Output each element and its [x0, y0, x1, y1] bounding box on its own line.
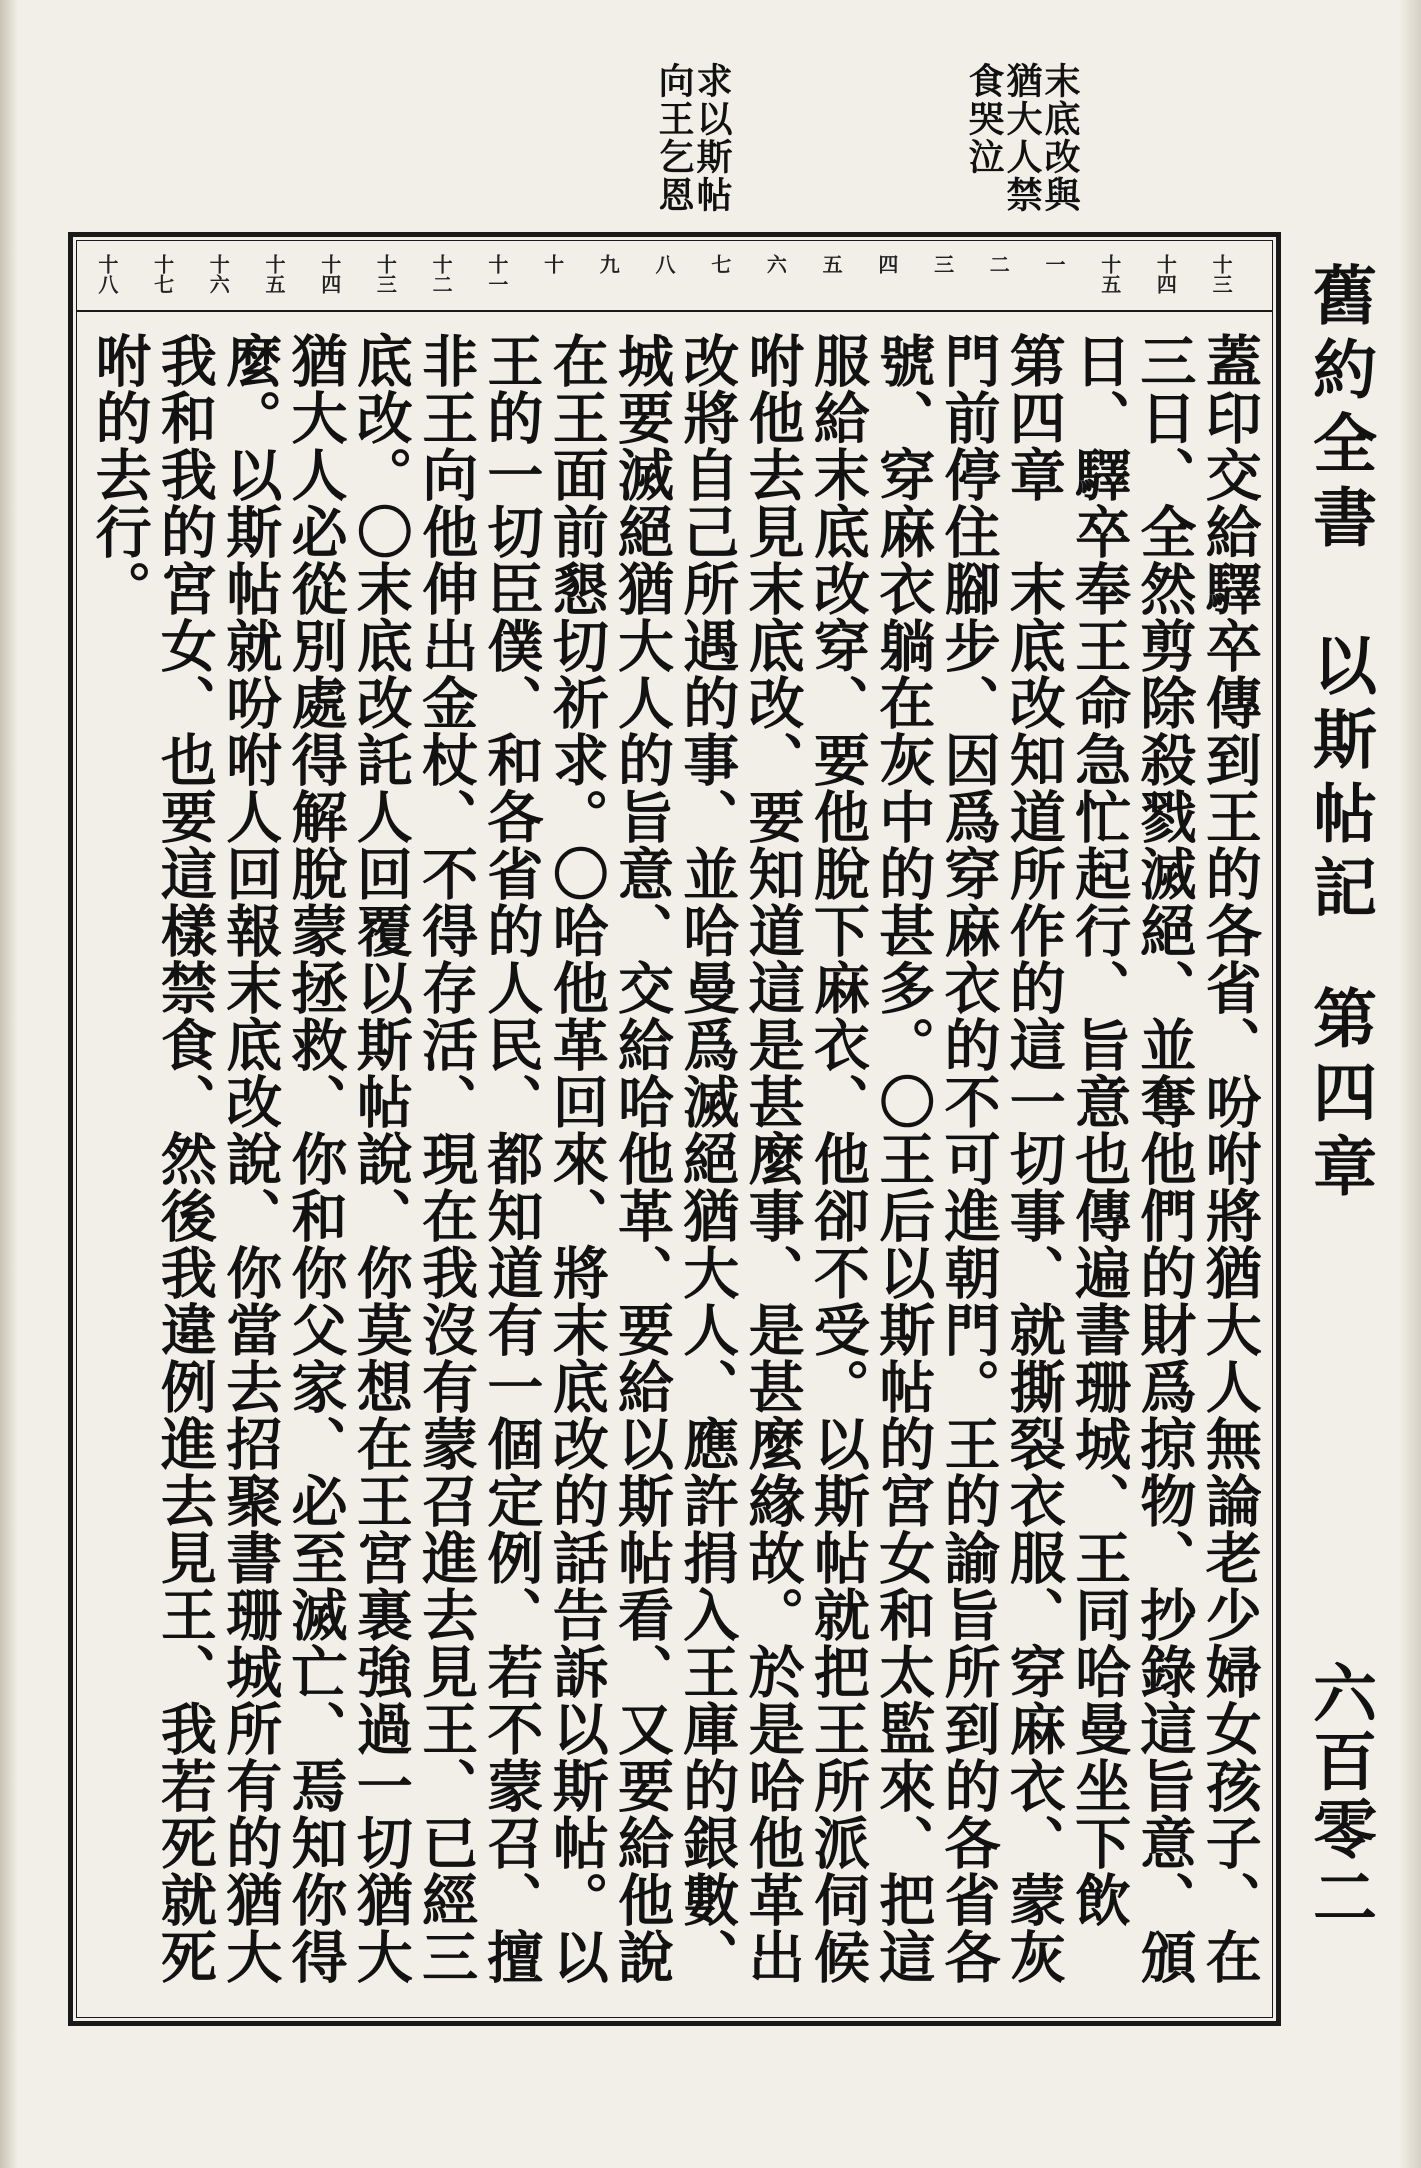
- top-note-1: 末底改與猶大人禁食哭泣: [963, 62, 1081, 214]
- verse-number: 一: [1042, 254, 1066, 274]
- text-column: 日、驛卒奉王命急忙起行、旨意也傳遍書珊城、王同哈曼坐下飲: [1066, 332, 1133, 1928]
- text-column: 蓋印交給驛卒傳到王的各省、吩咐將猶大人無論老少婦女孩子、在: [1196, 332, 1263, 1985]
- running-header: [1303, 262, 1375, 928]
- verse-number: 十四: [1153, 254, 1178, 294]
- verse-number-strip: [76, 242, 1273, 312]
- verse-number: 十五: [1097, 254, 1122, 294]
- verse-number: 二: [986, 254, 1011, 274]
- text-column: 猶大人必從別處得解脫蒙拯救、你和你父家、必至滅亡、焉知你得: [282, 332, 349, 1985]
- book-title: 舊約全書: [1302, 262, 1377, 558]
- book-name: 以斯帖記: [1302, 632, 1377, 928]
- binding-edge: [0, 0, 18, 2168]
- verse-number: 十六: [206, 254, 231, 294]
- verse-number: 三: [930, 254, 955, 274]
- verse-number: 十: [540, 254, 565, 274]
- text-column: 城要滅絕猶大人的旨意、交給哈他革、要給以斯帖看、又要給他說: [609, 332, 675, 1985]
- verse-number: 八: [652, 254, 676, 274]
- verse-number: 十三: [373, 254, 398, 294]
- text-column: 咐的去行。: [86, 332, 153, 617]
- text-column: 改將自己所遇的事、並哈曼爲滅絕猶大人、應許捐入王庫的銀數、: [674, 332, 741, 1985]
- text-column: 三日、全然剪除殺戮滅絕、並奪他們的財爲掠物、抄錄這旨意、頒: [1131, 332, 1198, 1985]
- verse-number: 六: [763, 254, 788, 274]
- text-column: 麼。以斯帖就吩咐人回報末底改說、你當去招聚書珊城所有的猶大: [217, 332, 284, 1985]
- verse-number: 十三: [1209, 254, 1234, 294]
- verse-number: 十四: [317, 254, 342, 294]
- text-column: 非王向他伸出金杖、不得存活、現在我沒有蒙召進去見王、已經三: [413, 332, 480, 1985]
- text-column: 在王面前懇切祈求。〇哈他革回來、將末底改的話告訴以斯帖。以: [543, 332, 610, 1985]
- text-column: 我和我的宮女、也要這樣禁食、然後我違例進去見王、我若死就死: [151, 332, 218, 1985]
- page-number: 六百零二: [1302, 1660, 1377, 1932]
- verse-number: 十七: [150, 254, 175, 294]
- text-column: 服給末底改穿、要他脫下麻衣、他卻不受。以斯帖就把王所派伺候: [804, 332, 871, 1985]
- text-column: 底改。〇末底改託人回覆以斯帖說、你莫想在王宮裏強過一切猶大: [347, 332, 414, 1985]
- verse-number: 七: [707, 254, 732, 274]
- page-edge-shadow: [1399, 0, 1421, 2168]
- verse-number: 四: [874, 254, 899, 274]
- text-column: 王的一切臣僕、和各省的人民、都知道有一個定例、若不蒙召、擅: [478, 332, 545, 1985]
- verse-number: 十二: [429, 254, 454, 294]
- text-column: 咐他去見末底改、要知道這是甚麼事、是甚麼緣故。於是哈他革出: [739, 332, 806, 1985]
- text-column: 門前停住腳步、因爲穿麻衣的不可進朝門。王的諭旨所到的各省各: [935, 332, 1002, 1985]
- verse-number: 十一: [484, 254, 509, 294]
- text-column: 第四章 末底改知道所作的這一切事、就撕裂衣服、穿麻衣、蒙灰: [1000, 332, 1067, 1985]
- top-note-2: 求以斯帖向王乞恩: [653, 62, 733, 214]
- verse-number: 五: [819, 254, 844, 274]
- bleed-through-ghost: [150, 60, 184, 128]
- verse-number: 十八: [94, 254, 119, 294]
- verse-number: 九: [596, 254, 621, 274]
- text-column: 號、穿麻衣躺在灰中的甚多。〇王后以斯帖的宮女和太監來、把這: [870, 332, 937, 1985]
- chapter-label: 第四章: [1302, 985, 1377, 1207]
- verse-number: 十五: [262, 254, 286, 294]
